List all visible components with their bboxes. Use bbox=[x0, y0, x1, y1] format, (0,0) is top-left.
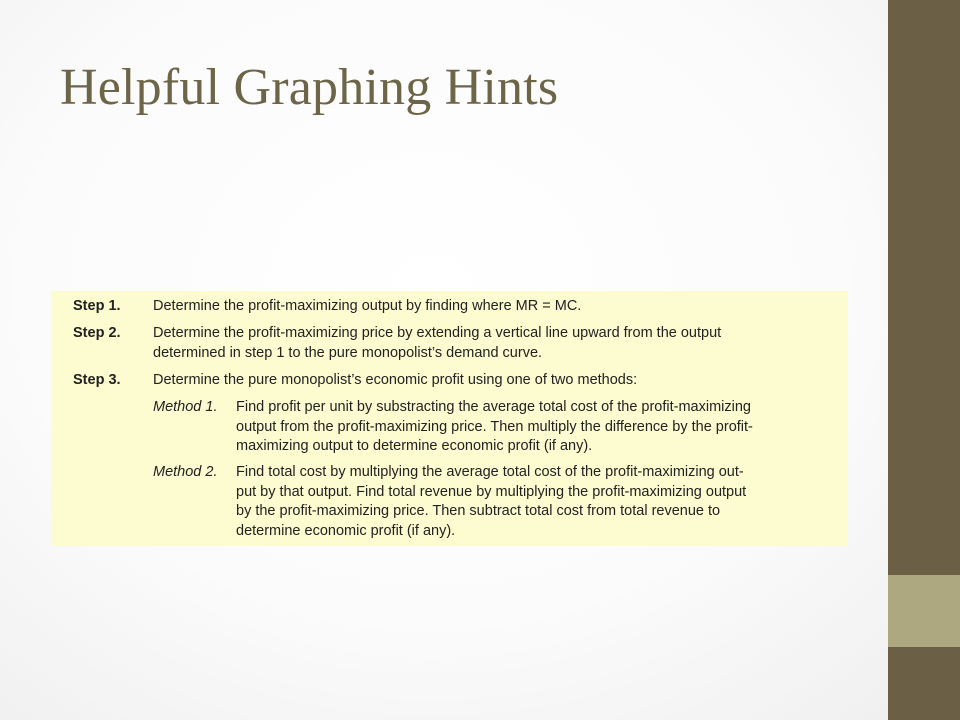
decorative-sidebar-accent bbox=[888, 575, 960, 647]
method-1-label: Method 1. bbox=[153, 399, 218, 415]
step-1-text bbox=[153, 297, 838, 317]
graphing-hints-box bbox=[51, 291, 848, 546]
step-3-label: Step 3. bbox=[73, 372, 121, 388]
method-1-line: maximizing output to determine economic profit (if any). bbox=[236, 438, 593, 454]
step-2-line: Determine the profit-maximizing price by extending a vertical line upward from the output bbox=[153, 325, 722, 341]
method-1-line: output from the profit-maximizing price. Then multiply the difference by the profit- bbox=[236, 418, 753, 435]
method-2-line: by the profit-maximizing price. Then subtract total cost from total revenue to bbox=[236, 503, 721, 519]
step-2-label: Step 2. bbox=[73, 325, 121, 341]
method-1-line: Find profit per unit by substracting the average total cost of the profit-maximizing bbox=[236, 399, 751, 415]
step-3-text bbox=[153, 371, 838, 391]
method-2-text bbox=[236, 463, 836, 541]
method-2-line: put by that output. Find total revenue by multiplying the profit-maximizing output bbox=[236, 483, 747, 500]
method-1-text bbox=[236, 398, 836, 457]
step-1-label: Step 1. bbox=[73, 298, 121, 314]
step-1-line: Determine the profit-maximizing output by finding where MR = MC. bbox=[153, 298, 582, 314]
slide-title: Helpful Graphing Hints bbox=[60, 59, 559, 116]
method-2-line: Find total cost by multiplying the average total cost of the profit-maximizing out- bbox=[236, 464, 744, 480]
step-2-text bbox=[153, 324, 838, 363]
method-2-line: determine economic profit (if any). bbox=[236, 522, 456, 539]
method-2-label: Method 2. bbox=[153, 464, 218, 480]
step-2-line: determined in step 1 to the pure monopolist’s demand curve. bbox=[153, 344, 543, 361]
step-3-line: Determine the pure monopolist’s economic profit using one of two methods: bbox=[153, 372, 638, 388]
